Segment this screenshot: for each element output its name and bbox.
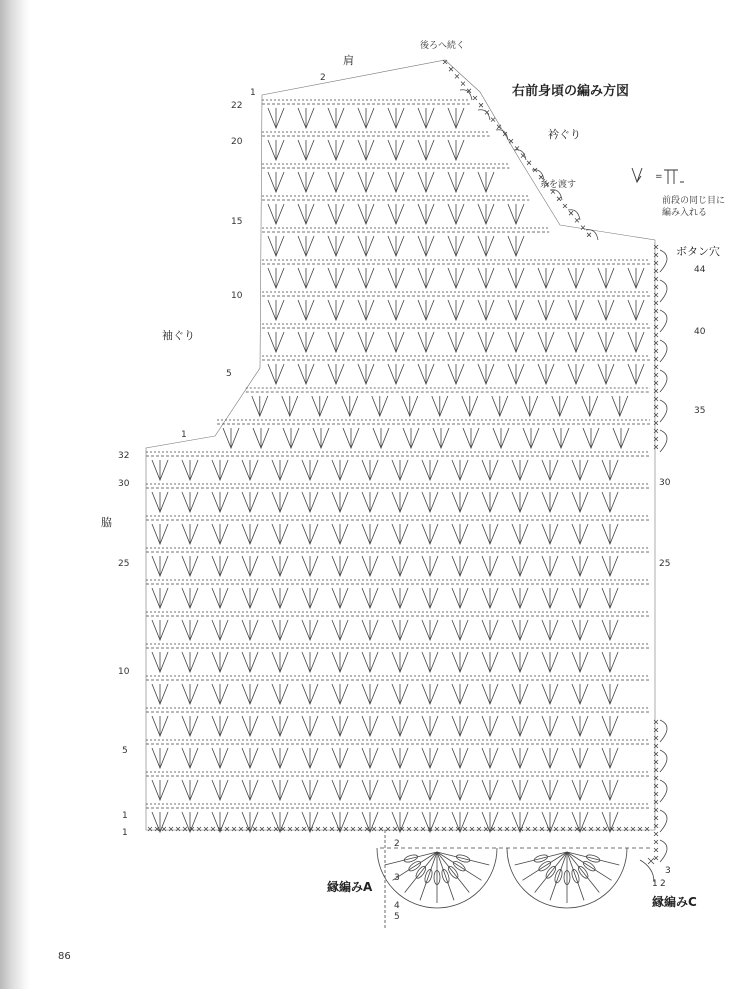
row-number: 1	[181, 430, 187, 440]
band-cross	[654, 792, 658, 796]
row-number: 20	[231, 137, 243, 147]
foundation-cross	[505, 827, 509, 831]
neckline-label: 衿ぐり	[548, 128, 581, 141]
neckline-cross	[587, 233, 591, 237]
row-number: 22	[231, 101, 243, 111]
foundation-cross	[484, 827, 488, 831]
front-scallop	[660, 780, 667, 802]
foundation-cross	[638, 827, 642, 831]
foundation-cross	[442, 827, 446, 831]
neckline-cross	[449, 67, 453, 71]
edge-a-spoke	[437, 852, 481, 880]
edge-a-spoke	[437, 852, 489, 865]
band-cross	[654, 405, 658, 409]
row-number: 10	[231, 291, 243, 301]
edge-a-spoke	[567, 852, 584, 900]
front-scallop	[660, 810, 667, 832]
foundation-cross	[274, 827, 278, 831]
edge-a-spoke	[567, 852, 611, 880]
neckline-cross	[443, 60, 447, 64]
foundation-cross	[470, 827, 474, 831]
foundation-cross	[197, 827, 201, 831]
band-cross	[654, 245, 658, 249]
foundation-cross	[323, 827, 327, 831]
foundation-cross	[225, 827, 229, 831]
foundation-cross	[477, 827, 481, 831]
foundation-cross	[596, 827, 600, 831]
neckline-cross	[461, 82, 465, 86]
legend-text-line1: 前段の同じ目に	[662, 196, 726, 206]
neck-scallop	[586, 230, 598, 240]
front-scallop	[660, 370, 667, 392]
band-cross	[654, 736, 658, 740]
front-scallop	[660, 840, 667, 862]
edge-c-row-number: 3	[665, 866, 671, 876]
band-cross	[654, 333, 658, 337]
foundation-cross	[393, 827, 397, 831]
shoulder-step-number: 2	[320, 73, 326, 83]
band-cross	[654, 381, 658, 385]
row-number: 1	[122, 811, 128, 821]
band-cross	[654, 373, 658, 377]
foundation-cross	[498, 827, 502, 831]
front-scallop	[660, 310, 667, 332]
neck-scallop	[460, 90, 472, 100]
neckline-cross	[479, 103, 483, 107]
band-cross	[654, 760, 658, 764]
band-cross	[654, 349, 658, 353]
band-cross	[654, 768, 658, 772]
foundation-cross	[631, 827, 635, 831]
foundation-cross	[540, 827, 544, 831]
front-scallop	[660, 400, 667, 422]
foundation-cross	[148, 827, 152, 831]
band-cross	[654, 808, 658, 812]
edging-a-scallops	[377, 830, 650, 930]
foundation-cross	[463, 827, 467, 831]
row-number: 15	[231, 217, 243, 227]
foundation-cross	[435, 827, 439, 831]
row-number: 25	[118, 559, 130, 569]
band-cross	[654, 269, 658, 273]
front-scallop	[660, 250, 667, 272]
foundation-cross	[603, 827, 607, 831]
band-cross	[654, 277, 658, 281]
front-scallop	[660, 750, 667, 772]
band-cross	[654, 445, 658, 449]
edge-a-label: 縁編みA	[327, 880, 373, 894]
buttonhole-label: ボタン穴	[676, 245, 720, 258]
edge-a-row-number: 4	[394, 901, 400, 911]
foundation-cross	[421, 827, 425, 831]
legend-stitch-t-icon	[664, 170, 684, 184]
row-number: 5	[122, 746, 128, 756]
foundation-cross	[561, 827, 565, 831]
bottom-row-number: 1	[122, 828, 128, 838]
foundation-cross	[330, 827, 334, 831]
side-label: 脇	[101, 516, 112, 529]
band-cross	[654, 800, 658, 804]
foundation-cross	[183, 827, 187, 831]
legend-stitch-v-icon	[632, 168, 642, 182]
right-row-number: 40	[694, 327, 706, 337]
foundation-cross	[176, 827, 180, 831]
band-cross	[654, 309, 658, 313]
right-row-number: 35	[694, 406, 706, 416]
foundation-cross	[582, 827, 586, 831]
foundation-cross	[358, 827, 362, 831]
neck-scallop	[514, 150, 526, 160]
band-cross	[654, 413, 658, 417]
foundation-cross	[533, 827, 537, 831]
foundation-cross	[407, 827, 411, 831]
edge-a-spoke	[420, 852, 437, 900]
band-cross	[654, 301, 658, 305]
edge-a-spoke	[437, 852, 454, 900]
foundation-cross	[645, 827, 649, 831]
band-cross	[654, 421, 658, 425]
band-cross	[654, 832, 658, 836]
shoulder-label: 肩	[343, 54, 354, 67]
neckline-cross	[527, 161, 531, 165]
foundation-cross	[512, 827, 516, 831]
band-cross	[654, 824, 658, 828]
neckline-cross	[455, 74, 459, 78]
foundation-cross	[379, 827, 383, 831]
band-cross	[654, 341, 658, 345]
foundation-cross	[351, 827, 355, 831]
band-cross	[654, 293, 658, 297]
neckline-cross	[563, 204, 567, 208]
neckline-cross	[509, 139, 513, 143]
edge-a-spoke	[515, 852, 567, 865]
foundation-cross	[624, 827, 628, 831]
row-number: 5	[226, 369, 232, 379]
row-number: 32	[118, 451, 130, 461]
band-cross	[654, 720, 658, 724]
foundation-cross	[295, 827, 299, 831]
foundation-cross	[239, 827, 243, 831]
front-scallop	[660, 430, 667, 452]
foundation-cross	[169, 827, 173, 831]
foundation-cross	[449, 827, 453, 831]
edge-c-row-number: 1	[652, 879, 658, 889]
foundation-cross	[267, 827, 271, 831]
band-cross	[654, 389, 658, 393]
legend-equals: =	[655, 172, 663, 182]
band-cross	[654, 816, 658, 820]
piece-outline	[146, 60, 655, 830]
continue-back-label: 後ろへ続く	[420, 41, 466, 51]
row-number: 10	[118, 667, 130, 677]
band-cross	[654, 365, 658, 369]
foundation-cross	[288, 827, 292, 831]
edge-a-spoke	[385, 852, 437, 865]
edge-c-row-number: 2	[660, 879, 666, 889]
foundation-cross	[162, 827, 166, 831]
foundation-cross	[568, 827, 572, 831]
edge-c-label: 縁編みC	[652, 895, 697, 909]
row-number: 30	[118, 479, 130, 489]
band-cross	[654, 285, 658, 289]
foundation-cross	[386, 827, 390, 831]
neckline-cross	[575, 218, 579, 222]
page-title: 右前身頃の編み方図	[512, 84, 630, 99]
edge-a-spoke	[567, 852, 619, 865]
foundation-cross	[414, 827, 418, 831]
band-cross	[654, 856, 658, 860]
neck-scallop	[496, 130, 508, 140]
armhole-label: 袖ぐり	[162, 329, 195, 342]
page-number: 86	[58, 951, 71, 962]
legend-text-line2: 編み入れる	[662, 208, 708, 218]
band-cross	[654, 752, 658, 756]
right-row-number: 25	[659, 559, 671, 569]
band-cross	[654, 253, 658, 257]
right-row-number: 44	[694, 265, 706, 275]
front-scallop	[660, 720, 667, 742]
front-scallop	[660, 280, 667, 302]
band-cross	[654, 429, 658, 433]
cut-yarn-label: 糸を渡す	[540, 180, 577, 190]
foundation-cross	[554, 827, 558, 831]
edge-a-spoke	[550, 852, 567, 900]
foundation-cross	[589, 827, 593, 831]
right-row-number: 30	[659, 478, 671, 488]
foundation-cross	[260, 827, 264, 831]
foundation-cross	[211, 827, 215, 831]
neckline-cross	[581, 226, 585, 230]
band-cross	[654, 317, 658, 321]
band-cross	[654, 840, 658, 844]
foundation-cross	[316, 827, 320, 831]
edge-a-row-number: 3	[394, 873, 400, 883]
neckline-cross	[491, 118, 495, 122]
band-cross	[654, 325, 658, 329]
neckline-cross	[557, 197, 561, 201]
neck-scallop	[550, 190, 562, 200]
band-cross	[654, 397, 658, 401]
foundation-cross	[253, 827, 257, 831]
edge-a-row-number: 2	[394, 839, 400, 849]
foundation-cross	[204, 827, 208, 831]
band-cross	[654, 776, 658, 780]
edge-a-row-number: 5	[394, 912, 400, 922]
band-cross	[654, 357, 658, 361]
neckline-cross	[569, 211, 573, 215]
band-cross	[654, 437, 658, 441]
band-cross	[654, 728, 658, 732]
band-cross	[654, 848, 658, 852]
band-cross	[654, 784, 658, 788]
foundation-cross	[344, 827, 348, 831]
foundation-cross	[302, 827, 306, 831]
foundation-cross	[526, 827, 530, 831]
foundation-cross	[372, 827, 376, 831]
band-cross	[654, 261, 658, 265]
chart-stitch-grid	[146, 60, 667, 862]
band-cross	[654, 744, 658, 748]
foundation-cross	[617, 827, 621, 831]
neckline-cross	[473, 96, 477, 100]
edge-a-spoke	[523, 852, 567, 880]
front-scallop	[660, 340, 667, 362]
row-number: 1	[250, 88, 256, 98]
foundation-cross	[232, 827, 236, 831]
